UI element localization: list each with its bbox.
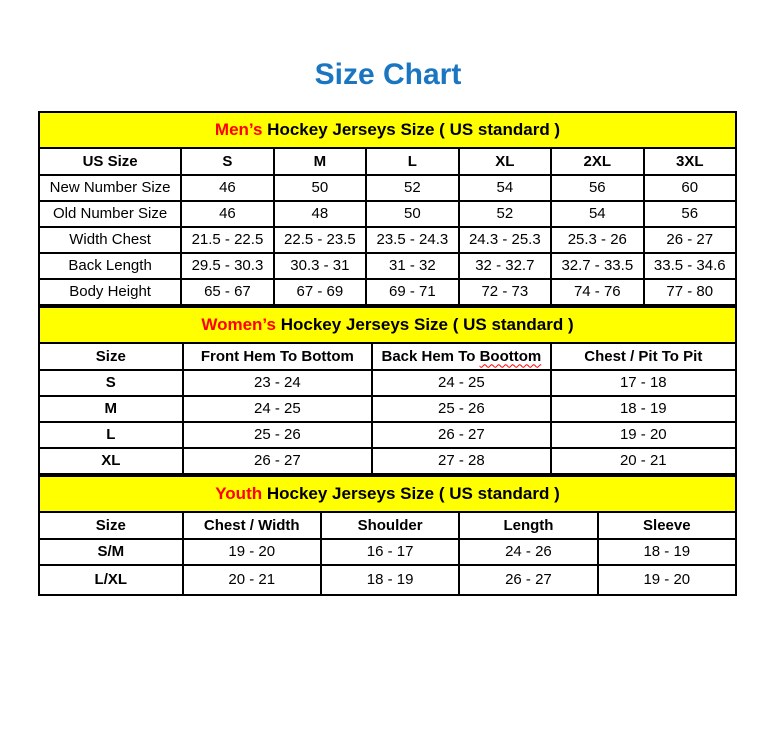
row-label: Old Number Size xyxy=(39,201,181,227)
size-value-cell: 33.5 - 34.6 xyxy=(644,253,736,279)
size-value-cell: 19 - 20 xyxy=(551,422,736,448)
size-value-cell: 29.5 - 30.3 xyxy=(181,253,273,279)
row-label: S xyxy=(39,370,183,396)
size-value-cell: 48 xyxy=(274,201,366,227)
size-value-cell: 23.5 - 24.3 xyxy=(366,227,458,253)
table-row xyxy=(39,175,736,201)
table-row xyxy=(39,227,736,253)
size-value-cell: 30.3 - 31 xyxy=(274,253,366,279)
size-value-cell: 18 - 19 xyxy=(598,539,736,565)
row-label: XL xyxy=(39,448,183,474)
size-value-cell: 16 - 17 xyxy=(321,539,459,565)
size-value-cell: 46 xyxy=(181,175,273,201)
size-value-cell: 19 - 20 xyxy=(598,565,736,595)
column-header: M xyxy=(274,148,366,175)
size-value-cell: 72 - 73 xyxy=(459,279,551,305)
row-label: S/M xyxy=(39,539,183,565)
size-value-cell: 21.5 - 22.5 xyxy=(181,227,273,253)
size-value-cell: 24 - 25 xyxy=(372,370,550,396)
row-label: L/XL xyxy=(39,565,183,595)
column-header: 2XL xyxy=(551,148,643,175)
size-value-cell: 46 xyxy=(181,201,273,227)
size-value-cell: 67 - 69 xyxy=(274,279,366,305)
tables-region xyxy=(38,111,737,596)
size-value-cell: 32 - 32.7 xyxy=(459,253,551,279)
size-value-cell: 25.3 - 26 xyxy=(551,227,643,253)
row-label: L xyxy=(39,422,183,448)
size-value-cell: 31 - 32 xyxy=(366,253,458,279)
size-value-cell: 27 - 28 xyxy=(372,448,550,474)
table-row xyxy=(39,422,736,448)
size-value-cell: 56 xyxy=(551,175,643,201)
size-value-cell: 54 xyxy=(551,201,643,227)
size-value-cell: 65 - 67 xyxy=(181,279,273,305)
column-header: L xyxy=(366,148,458,175)
youth-size-table xyxy=(38,475,737,596)
band-accent-text: Youth xyxy=(215,483,263,503)
mens-band-title: Men’s Hockey Jerseys Size ( US standard ) xyxy=(39,112,736,148)
size-value-cell: 69 - 71 xyxy=(366,279,458,305)
youth-band-title: Youth Hockey Jerseys Size ( US standard ) xyxy=(39,476,736,512)
row-label: M xyxy=(39,396,183,422)
column-header: S xyxy=(181,148,273,175)
table-row xyxy=(39,448,736,474)
size-value-cell: 26 - 27 xyxy=(372,422,550,448)
womens-size-table xyxy=(38,306,737,475)
womens-band-title: Women’s Hockey Jerseys Size ( US standard ) xyxy=(39,307,736,343)
size-value-cell: 74 - 76 xyxy=(551,279,643,305)
size-value-cell: 18 - 19 xyxy=(551,396,736,422)
size-value-cell: 18 - 19 xyxy=(321,565,459,595)
table-row xyxy=(39,370,736,396)
column-header: US Size xyxy=(39,148,181,175)
band-accent-text: Women’s xyxy=(201,314,276,334)
size-value-cell: 17 - 18 xyxy=(551,370,736,396)
band-accent-text: Men’s xyxy=(214,119,263,139)
table-row xyxy=(39,565,736,595)
size-value-cell: 20 - 21 xyxy=(551,448,736,474)
size-value-cell: 32.7 - 33.5 xyxy=(551,253,643,279)
size-chart-page xyxy=(0,58,776,750)
size-value-cell: 24.3 - 25.3 xyxy=(459,227,551,253)
size-value-cell: 20 - 21 xyxy=(183,565,321,595)
column-header: Sleeve xyxy=(598,512,736,539)
row-label: Back Length xyxy=(39,253,181,279)
size-value-cell: 25 - 26 xyxy=(372,396,550,422)
table-row xyxy=(39,253,736,279)
size-value-cell: 60 xyxy=(644,175,736,201)
column-header: Size xyxy=(39,343,183,370)
size-value-cell: 52 xyxy=(366,175,458,201)
size-value-cell: 19 - 20 xyxy=(183,539,321,565)
table-row xyxy=(39,539,736,565)
column-header: Front Hem To Bottom xyxy=(183,343,373,370)
column-header: Length xyxy=(459,512,597,539)
size-value-cell: 26 - 27 xyxy=(644,227,736,253)
column-header: XL xyxy=(459,148,551,175)
size-value-cell: 50 xyxy=(274,175,366,201)
table-row xyxy=(39,396,736,422)
column-header: Back Hem To Boottom xyxy=(372,343,550,370)
size-value-cell: 52 xyxy=(459,201,551,227)
table-row xyxy=(39,279,736,305)
column-header: Chest / Pit To Pit xyxy=(551,343,736,370)
row-label: Body Height xyxy=(39,279,181,305)
column-header: 3XL xyxy=(644,148,736,175)
size-value-cell: 25 - 26 xyxy=(183,422,373,448)
row-label: New Number Size xyxy=(39,175,181,201)
size-value-cell: 26 - 27 xyxy=(459,565,597,595)
table-row xyxy=(39,201,736,227)
size-value-cell: 50 xyxy=(366,201,458,227)
mens-size-table xyxy=(38,111,737,306)
misspelled-word: Boottom xyxy=(479,347,542,365)
size-value-cell: 24 - 25 xyxy=(183,396,373,422)
row-label: Width Chest xyxy=(39,227,181,253)
column-header: Shoulder xyxy=(321,512,459,539)
column-header: Size xyxy=(39,512,183,539)
size-value-cell: 24 - 26 xyxy=(459,539,597,565)
column-header: Chest / Width xyxy=(183,512,321,539)
size-value-cell: 23 - 24 xyxy=(183,370,373,396)
page-title: Size Chart xyxy=(314,58,462,91)
size-value-cell: 77 - 80 xyxy=(644,279,736,305)
size-value-cell: 56 xyxy=(644,201,736,227)
size-value-cell: 22.5 - 23.5 xyxy=(274,227,366,253)
size-value-cell: 54 xyxy=(459,175,551,201)
size-value-cell: 26 - 27 xyxy=(183,448,373,474)
